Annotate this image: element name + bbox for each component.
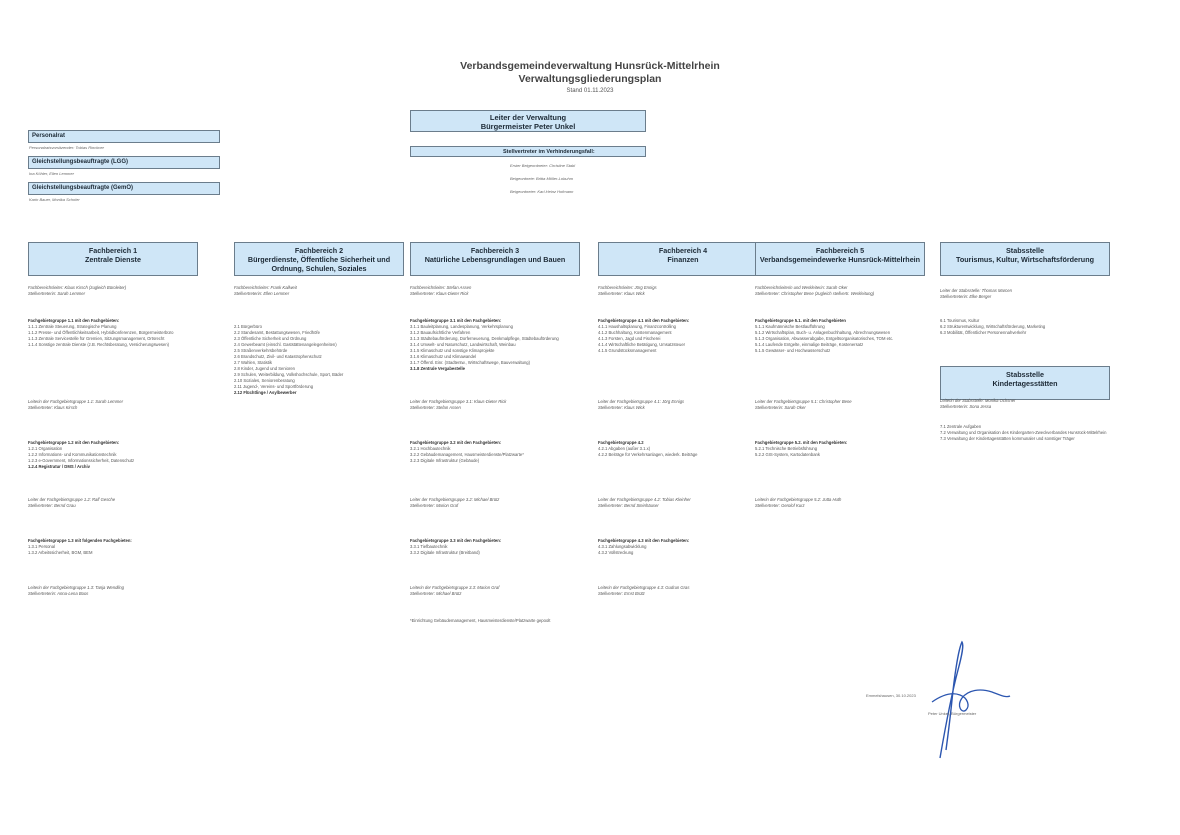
side-box-gleichstellung-gemo [28,182,220,195]
text-block [598,585,776,597]
person-line: Leiter der Fachgebietsgruppe 3.1: Klaus-Dieter Rick [410,399,507,404]
side-box-title: Gleichstellungsbeauftragte (GemO) [32,185,134,191]
person-line: Leiter der Fachgebietsgruppe 1.2: Ralf Gesche [28,497,116,502]
leader-box [410,110,646,132]
text-block [598,318,776,354]
side-box-title: Personalrat [32,133,66,139]
task-line: 5.1.4 Laufende Entgelte, einmalige Beiträge, Kostenersatz [755,342,864,347]
task-line: 7.3 Verwaltung der Kindertagesstätten kommunaler und sonstiger Träger [940,436,1075,441]
task-line: 3.1.3 Städtebauförderung, Dorferneuerung, Denkmalpflege, Städtebauförderung [410,336,559,341]
department-header-box [940,242,1110,276]
text-block [410,440,588,464]
task-line: 4.1.5 Grundstücksmanagement [598,348,657,353]
department-header-box [598,242,768,276]
department-number: Fachbereich 3 [470,246,520,255]
person-line: Leiter der Stabsstelle: Thomas Marcen [940,288,1012,293]
side-box-personalrat [28,130,220,143]
person-line: Fachbereichsleiterin und Werkleiterin: Sarah Oker [755,285,848,290]
person-line: Stellvertreterin: Sona Jessa [940,404,992,409]
document-subtitle: Verwaltungsgliederungsplan [518,73,662,85]
person-line: Stellvertreter: Stefan Assen [410,405,461,410]
text-block [598,399,776,411]
person-line: Stellvertreter: Michael Brütz [410,591,462,596]
department-column [410,242,588,623]
task-line: 1.3.1 Personal [28,544,56,549]
text-block [598,497,776,509]
side-box-gleichstellung-lgg [28,156,220,169]
task-line: 2.10 Soziales, Seniorenberatung [234,378,295,383]
signature [922,640,1012,760]
task-line: 2.3 Öffentliche Sicherheit und Ordnung [234,336,307,341]
person-line: Fachbereichsleiter: Klaus Kirsch (zugleich Büroleiter) [28,285,127,290]
department-header-box [28,242,198,276]
group-heading: Fachgebietsgruppe 3.3 mit den Fachgebieten: [410,538,502,543]
text-block [598,538,776,556]
person-line: Leiterin der Stabsstelle: Monika Ochsner [940,398,1016,403]
task-line: 1.2.1 Organisation [28,446,63,451]
person-line: Stellvertreter: Ernst Brütz [598,591,645,596]
text-block [755,440,933,458]
text-block [940,318,1118,336]
text-block [940,288,1118,300]
task-line: 4.2.2 Beiträge für Verkehrsanlagen, wiederk. Beiträge [598,452,698,457]
task-line: 2.1 Bürgerbüro [234,324,262,329]
text-block [410,538,588,556]
side-box-title: Gleichstellungsbeauftragte (LGG) [32,159,129,165]
group-heading: Fachgebietsgruppe 5.2. mit den Fachgebieten: [755,440,848,445]
text-block [755,399,933,411]
task-line: 5.1.3 Organisation, Abwasserabgabe, Entgeltsorganisatorisches, TOM etc. [755,336,894,341]
text-block [410,618,588,624]
department-column [755,242,933,508]
footer-place-date: Emmelshausen, 30.10.2023 [866,693,916,698]
text-block [940,398,1118,410]
department-name: Bürgerdienste, Öffentliche Sicherheit und Ordnung, Schulen, Soziales [247,255,391,273]
task-line: 2.6 Brandschutz, Zivil- und Katastrophenschutz [234,354,322,359]
task-line: 3.1.1 Bauleitplanung, Landesplanung, Verkehrsplanung [410,324,513,329]
task-line: 1.1.4 Sonstige zentrale Dienste (z.B. Rechtsberatung, Versicherungswesen) [28,342,170,347]
task-line: 2.5 Straßenverkehrsbehörde [234,348,288,353]
side-box-sub: Ina Köhler, Ellen Lemmer [29,171,74,176]
department-name: Tourismus, Kultur, Wirtschaftsförderung [956,255,1094,264]
task-line: 6.1 Tourismus, Kultur [940,318,980,323]
deputy-3: Beigeordneter: Karl-Heinz Hofmann [510,189,574,194]
person-line: Leiter der Fachgebietsgruppe 3.2: Michael Brütz [410,497,500,502]
group-heading: Fachgebietsgruppe 4.2 [598,440,644,445]
task-line: 2.9 Schulen, Weiterbildung, Volkshochschule, Sport, Bäder [234,372,344,377]
task-line: 5.1.1 Kaufmännische Bestlaufführung [755,324,825,329]
task-line: 3.2.3 Digitale Infrastruktur (Gebäude) [410,458,480,463]
department-column [234,242,412,395]
task-line: 4.2.1 Abgaben (außer 3.1.x) [598,446,651,451]
task-line: 4.3.2 Vollstreckung [598,550,634,555]
person-line: Stellvertreterin: Ellen Lemmer [234,291,290,296]
department-header-box [234,242,404,276]
person-line: Leiter der Fachgebietsgruppe 4.1: Jörg Ennigs [598,399,685,404]
department-header-box [755,242,925,276]
department-name: Verbandsgemeindewerke Hunsrück-Mittelrhein [759,255,921,264]
person-line: Stellvertreter: Christopher Bene (zugleich stellvertr. Werkleitung) [755,291,875,296]
task-line: 3.3.2 Digitale Infrastruktur (Breitband) [410,550,480,555]
text-block [940,424,1118,442]
task-line: 5.1.2 Wirtschaftsplan, Buch- u. Anlagenbuchhaltung, Abrechnungswesen [755,330,891,335]
task-line: 7.1 Zentrale Aufgaben [940,424,982,429]
task-line: 4.1.1 Haushaltsplanung, Finanzcontrolling [598,324,676,329]
text-block [234,324,412,396]
footer-signer: Peter Unkel, Bürgermeister [928,711,977,716]
task-line: 3.2.2 Gebäudemanagement, Hausmeisterdienste/Platzwarte* [410,452,524,457]
task-line: 4.1.4 Wirtschaftliche Betätigung, Umsatzsteuer [598,342,686,347]
task-line: 2.2 Standesamt, Bestattungswesen, Friedhöfe [234,330,320,335]
task-line: 3.1.7 Öffentl. Einr. (Stadtentw., Wirtschaftswege, Bauverwaltung) [410,360,531,365]
person-line: Stellvertreter: Klaus-Dieter Rick [410,291,469,296]
task-line: *Einrichtung Gebäudemanagement, Hausmeisterdienste/Platzwarte gepoolt [410,618,551,623]
department-number: Stabsstelle [1006,370,1044,379]
department-number: Stabsstelle [1006,246,1044,255]
person-line: Stellvertreterin: Sarah Lemmer [28,291,86,296]
person-line: Leiter der Fachgebietsgruppe 4.2: Tobias Kleinher [598,497,691,502]
department-column-sub [940,366,1118,441]
side-box-sub: Karin Bauer, Monika Scholer [29,197,80,202]
leader-name: Bürgermeister Peter Unkel [480,122,576,131]
group-heading: Fachgebietsgruppe 3.1 mit den Fachgebieten: [410,318,502,323]
person-line: Leiterin der Fachgebietsgruppe 1.3: Tanja Wendling [28,585,124,590]
task-line: 4.1.2 Buchhaltung, Kostenmanagement [598,330,672,335]
deputy-2: Beigeordnete: Britta Möller-Lobuhm [510,176,574,181]
person-line: Stellvertreter: Klaus Kirsch [28,405,78,410]
document-date: Stand 01.11.2023 [566,88,614,94]
text-block [598,285,776,297]
text-block [234,285,412,297]
task-line: 7.2 Verwaltung und Organisation des Kindergarten-Zweckverbandes Hunsrück-Mittelrhein [940,430,1107,435]
text-block [410,497,588,509]
person-line: Stellvertreter: Gerolof Kurz [755,503,805,508]
person-line: Stellvertreterin: Elke Berger [940,294,992,299]
leader-title: Leiter der Verwaltung [489,113,567,122]
group-heading: 3.1.8 Zentrale Vergabestelle [410,366,465,371]
person-line: Fachbereichsleiter: Jörg Ennigs [598,285,657,290]
deputy-box [410,146,646,157]
text-block [28,285,206,297]
text-block [28,538,206,556]
task-line: 5.2.1 Technische Betriebsführung [755,446,818,451]
group-heading: 1.2.4 Registratur / DMS / Archiv [28,464,90,469]
deputy-1: Erster Beigeordneter: Christine Stabl [510,163,576,168]
task-line: 1.2.3 e-Government, Informationssicherheit, Datenschutz [28,458,135,463]
text-block [28,399,206,411]
department-name: Kindertagesstätten [992,379,1058,388]
department-name: Natürliche Lebensgrundlagen und Bauen [424,255,566,264]
group-heading: Fachgebietsgruppe 1.1 mit den Fachgebieten: [28,318,120,323]
text-block [755,318,933,354]
person-line: Stellvertreterin: Sarah Oker [755,405,806,410]
text-block [410,399,588,411]
task-line: 3.1.6 Klimaschutz und Klimawandel [410,354,477,359]
group-heading: 2.12 Flüchtlinge / Asylbewerber [234,390,297,395]
person-line: Stellvertreterin: Anna-Lena Boos [28,591,89,596]
group-heading: Fachgebietsgruppe 4.3 mit den Fachgebieten: [598,538,690,543]
person-line: Leiter der Fachgebietsgruppe 5.1: Christopher Bene [755,399,852,404]
text-block [28,585,206,597]
group-heading: Fachgebietsgruppe 1.2 mit den Fachgebieten: [28,440,120,445]
task-line: 3.2.1 Hochbautechnik [410,446,451,451]
task-line: 1.3.2 Arbeitssicherheit, BGM, BEM [28,550,93,555]
task-line: 6.2 Strukturentwicklung, Wirtschaftsförderung, Marketing [940,324,1046,329]
person-line: Leiterin der Fachgebietsgruppe 5.2: Jutta Huth [755,497,842,502]
person-line: Leiterin der Fachgebietsgruppe 3.3: Marion Graf [410,585,500,590]
department-name: Zentrale Dienste [85,255,141,264]
task-line: 2.4 Gewerbeamt (einschl. Gaststättenangelegenheiten) [234,342,337,347]
department-column [28,242,206,596]
person-line: Stellvertreter: Bernd Steinhäuser [598,503,659,508]
person-line: Stellvertreter: Klaus Wick [598,405,645,410]
task-line: 1.1.3 Zentrale Servicestelle für Gremien, Sitzungsmanagement, Ortsrecht [28,336,165,341]
group-heading: Fachgebietsgruppe 1.3 mit folgenden Fachgebieten: [28,538,132,543]
task-line: 3.1.5 Klimaschutz und sonstige Klimaprojekte [410,348,495,353]
department-number: Fachbereich 1 [88,246,138,255]
department-number: Fachbereich 2 [294,246,344,255]
text-block [28,497,206,509]
person-line: Stellvertreter: Marion Graf [410,503,459,508]
task-line: 4.3.1 Zahlungsabwicklung [598,544,647,549]
department-column [940,242,1118,335]
task-line: 5.1.5 Gewässer- und Hochwasserschutz [755,348,831,353]
text-block [410,318,588,372]
task-line: 4.1.3 Forsten, Jagd und Fischerei [598,336,661,341]
text-block [598,440,776,458]
person-line: Fachbereichsleiter: Stefan Assen [410,285,472,290]
group-heading: Fachgebietsgruppe 3.2 mit den Fachgebieten: [410,440,502,445]
department-header-box [940,366,1110,400]
person-line: Stellvertreter: Klaus Wick [598,291,645,296]
text-block [410,285,588,297]
person-line: Leiterin der Fachgebietsgruppe 1.1: Sarah Lemmer [28,399,123,404]
department-header-box [410,242,580,276]
deputy-title: Stellvertreter im Verhinderungsfall: [503,149,595,155]
task-line: 2.7 Wahlen, Statistik [234,360,273,365]
task-line: 3.1.2 Bauaufsichtliche Verfahren [410,330,471,335]
person-line: Fachbereichsleiter: Frank Kallweit [234,285,297,290]
task-line: 2.11 Jugend-, Vereins- und Sportförderung [234,384,314,389]
person-line: Stellvertreter: Bernd Grau [28,503,76,508]
task-line: 3.1.4 Umwelt- und Naturschutz, Landwirtschaft, Weinbau [410,342,516,347]
text-block [755,497,933,509]
department-column [598,242,776,596]
task-line: 1.1.1 Zentrale Steuerung, Strategische Planung [28,324,117,329]
text-block [28,440,206,470]
task-line: 5.2.2 GIS-System, Kartodatenbank [755,452,820,457]
text-block [28,318,206,348]
department-name: Finanzen [667,255,699,264]
task-line: 1.2.2 Informations- und Kommunikationstechnik [28,452,117,457]
document-title: Verbandsgemeindeverwaltung Hunsrück-Mittelrhein [460,60,720,72]
group-heading: Fachgebietsgruppe 5.1. mit den Fachgebieten [755,318,846,323]
task-line: 3.3.1 Tiefbautechnik [410,544,448,549]
department-number: Fachbereich 4 [658,246,708,255]
person-line: Leiterin der Fachgebietsgruppe 4.3: Gudrun Gras [598,585,690,590]
task-line: 2.8 Kinder, Jugend und Senioren [234,366,295,371]
side-box-sub: Personalratsvorsitzender: Tobias Rinckner [29,145,104,150]
task-line: 1.1.2 Presse- und Öffentlichkeitsarbeit, Hybridkonferenzen, Bürgermeisterbüro [28,330,174,335]
group-heading: Fachgebietsgruppe 4.1 mit den Fachgebieten: [598,318,690,323]
text-block [410,585,588,597]
department-number: Fachbereich 5 [815,246,865,255]
text-block [755,285,933,297]
task-line: 6.3 Mobilität, Öffentlicher Personennahverkehr [940,330,1027,335]
